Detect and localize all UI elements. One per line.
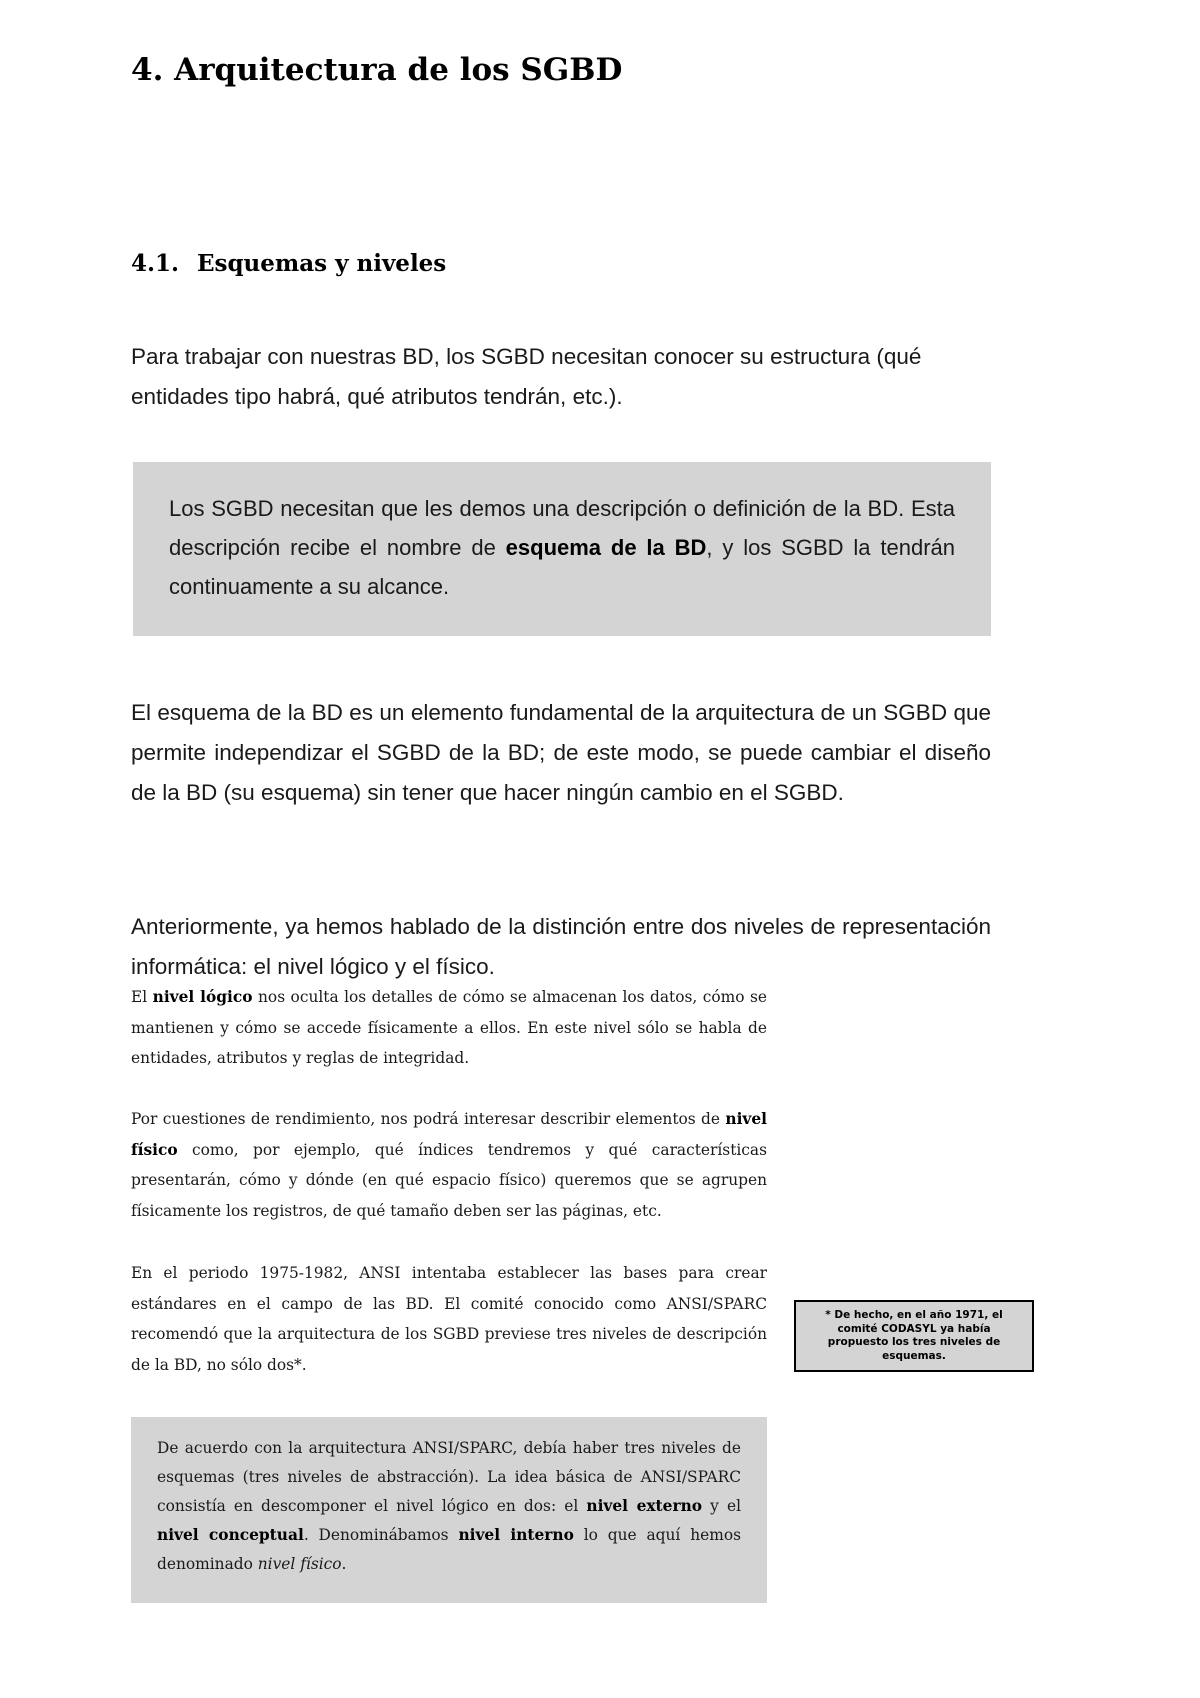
term-esquema: esquema de la BD (505, 535, 707, 560)
ansi-sparc-text: De acuerdo con la arquitectura ANSI/SPARC, debía haber tres niveles de esquemas (tres niveles de abstracción). La idea básica de ANSI/SPARC consistía en descomponer el nivel lógico en dos: el nivel externo y el nivel conceptual. Denominábamos nivel interno lo que aquí hemos denominado nivel físico. (157, 1439, 741, 1573)
section-heading (131, 250, 446, 277)
section-title: Esquemas y niveles (197, 250, 447, 277)
intro-paragraph: Para trabajar con nuestras BD, los SGBD necesitan conocer su estructura (qué entidades tipo habrá, qué atributos tendrán, etc.). (131, 344, 922, 409)
physical-level-paragraph: Por cuestiones de rendimiento, nos podrá interesar describir elementos de nivel físico como, por ejemplo, qué índices tendremos y qué características presentarán, cómo y dónde (en qué espacio físico) queremos que se agrupen físicamente los registros, de qué tamaño deben ser las páginas, etc. (131, 1110, 767, 1220)
term-nivel-interno: nivel interno (458, 1526, 574, 1544)
term-nivel-fisico-italic: nivel físico (257, 1555, 342, 1573)
term-nivel-logico: nivel lógico (152, 988, 253, 1006)
levels-paragraph: Anteriormente, ya hemos hablado de la distinción entre dos niveles de representación informática: el nivel lógico y el físico. (131, 914, 991, 979)
page-title: 4. Arquitectura de los SGBD (131, 52, 623, 88)
ansi-sparc-box (131, 1417, 767, 1603)
term-nivel-conceptual: nivel conceptual (157, 1526, 304, 1544)
term-nivel-fisico: nivel físico (131, 1110, 767, 1159)
logical-level-paragraph: El nivel lógico nos oculta los detalles de cómo se almacenan los datos, cómo se mantienen y cómo se accede físicamente a ellos. En este nivel sólo se habla de entidades, atributos y reglas de integridad. (131, 988, 767, 1067)
section-number: 4.1. (131, 250, 180, 277)
definition-text: Los SGBD necesitan que les demos una descripción o definición de la BD. Esta descripción recibe el nombre de esquema de la BD, y los SGBD la tendrán continuamente a su alcance. (169, 496, 955, 599)
schema-paragraph: El esquema de la BD es un elemento fundamental de la arquitectura de un SGBD que permite independizar el SGBD de la BD; de este modo, se puede cambiar el diseño de la BD (su esquema) sin tener que hacer ningún cambio en el SGBD. (131, 700, 991, 805)
definition-box (133, 462, 991, 636)
term-nivel-externo: nivel externo (586, 1497, 703, 1515)
side-note: * De hecho, en el año 1971, el comité CODASYL ya había propuesto los tres niveles de esquemas. (794, 1300, 1034, 1372)
ansi-paragraph: En el periodo 1975-1982, ANSI intentaba establecer las bases para crear estándares en el campo de las BD. El comité conocido como ANSI/SPARC recomendó que la arquitectura de los SGBD previese tres niveles de descripción de la BD, no sólo dos*. (131, 1264, 767, 1374)
